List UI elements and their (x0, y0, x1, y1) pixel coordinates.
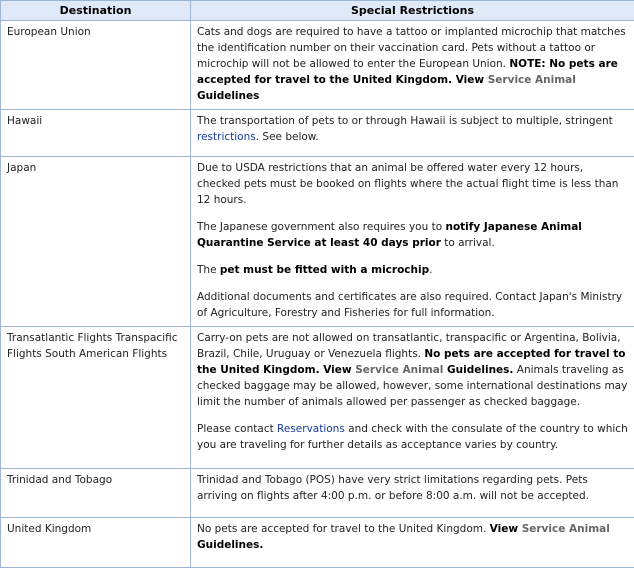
restriction-text: The (197, 264, 220, 276)
destination-cell: Japan (1, 157, 191, 327)
table-row (1, 21, 634, 110)
restriction-text: The transportation of pets to or through Hawaii is subject to multiple, stringent (197, 115, 613, 127)
table-row (1, 327, 634, 469)
restriction-paragraph (197, 24, 629, 104)
restriction-text: The Japanese government also requires you to (197, 221, 445, 233)
restrictions-link[interactable]: restrictions (197, 131, 256, 143)
restrictions-cell (191, 469, 634, 518)
restriction-paragraph (197, 113, 629, 145)
service-animal-link[interactable]: Service Animal (488, 74, 576, 86)
destination-cell: European Union (1, 21, 191, 110)
restriction-text: No pets are accepted for travel to the United Kingdom. (197, 523, 490, 535)
restriction-paragraph (197, 521, 629, 553)
restrictions-cell (191, 327, 634, 469)
table-row (1, 469, 634, 518)
table-row (1, 157, 634, 327)
restriction-note: No pets are accepted for travel to the United Kingdom. View (197, 348, 625, 376)
reservations-link[interactable]: Reservations (277, 423, 345, 435)
restriction-text-end: . (429, 264, 432, 276)
restriction-text: Please contact (197, 423, 277, 435)
restriction-text: Carry-on pets are not allowed on transatlantic, transpacific or Argentina, Bolivia, Brazil, Chile, Uruguay or Venezuela flights. (197, 332, 621, 360)
service-animal-link[interactable]: Service Animal (355, 364, 443, 376)
restrictions-cell (191, 518, 634, 568)
restriction-text-end: to arrival. (441, 237, 495, 249)
guidelines-text: Guidelines. (197, 539, 263, 551)
restriction-paragraph (197, 421, 629, 453)
table-row (1, 518, 634, 568)
restrictions-cell (191, 21, 634, 110)
destination-header: Destination (1, 1, 191, 21)
restrictions-header: Special Restrictions (191, 1, 634, 21)
destination-cell: United Kingdom (1, 518, 191, 568)
guidelines-text: Guidelines. (443, 364, 513, 376)
restriction-paragraph (197, 219, 629, 251)
restriction-text: Cats and dogs are required to have a tattoo or implanted microchip that matches the identification number on their vaccination card. Pets without a tattoo or microchip will not be allowed to enter the European Union. (197, 26, 626, 70)
restriction-paragraph (197, 330, 629, 410)
restriction-note: NOTE: No pets are accepted for travel to the United Kingdom. View (197, 58, 618, 86)
restriction-paragraph: Trinidad and Tobago (POS) have very strict limitations regarding pets. Pets arriving on flights after 4:00 p.m. or before 8:00 a.m. will not be accepted. (197, 472, 629, 504)
destination-cell: Trinidad and Tobago (1, 469, 191, 518)
restrictions-cell (191, 110, 634, 157)
restriction-emphasis: notify Japanese Animal Quarantine Service at least 40 days prior (197, 221, 582, 249)
destination-cell: Transatlantic Flights Transpacific Flights South American Flights (1, 327, 191, 469)
restriction-paragraph: Due to USDA restrictions that an animal be offered water every 12 hours, checked pets must be booked on flights where the actual flight time is less than 12 hours. (197, 160, 629, 208)
restriction-text-end: Animals traveling as checked baggage may be allowed, however, some international destinations may limit the number of animals allowed per passenger as checked baggage. (197, 364, 627, 408)
guidelines-text: Guidelines (197, 90, 259, 102)
view-text: View (490, 523, 522, 535)
restriction-paragraph: Additional documents and certificates are also required. Contact Japan's Ministry of Agriculture, Forestry and Fisheries for full information. (197, 289, 629, 321)
restriction-paragraph (197, 262, 629, 278)
service-animal-link[interactable]: Service Animal (522, 523, 610, 535)
header-row (1, 1, 634, 21)
table-row (1, 110, 634, 157)
destination-cell: Hawaii (1, 110, 191, 157)
restrictions-cell (191, 157, 634, 327)
restriction-emphasis: pet must be fitted with a microchip (220, 264, 429, 276)
restriction-text-end: and check with the consulate of the country to which you are traveling for further details as acceptance varies by country. (197, 423, 628, 451)
restriction-text-end: . See below. (256, 131, 319, 143)
